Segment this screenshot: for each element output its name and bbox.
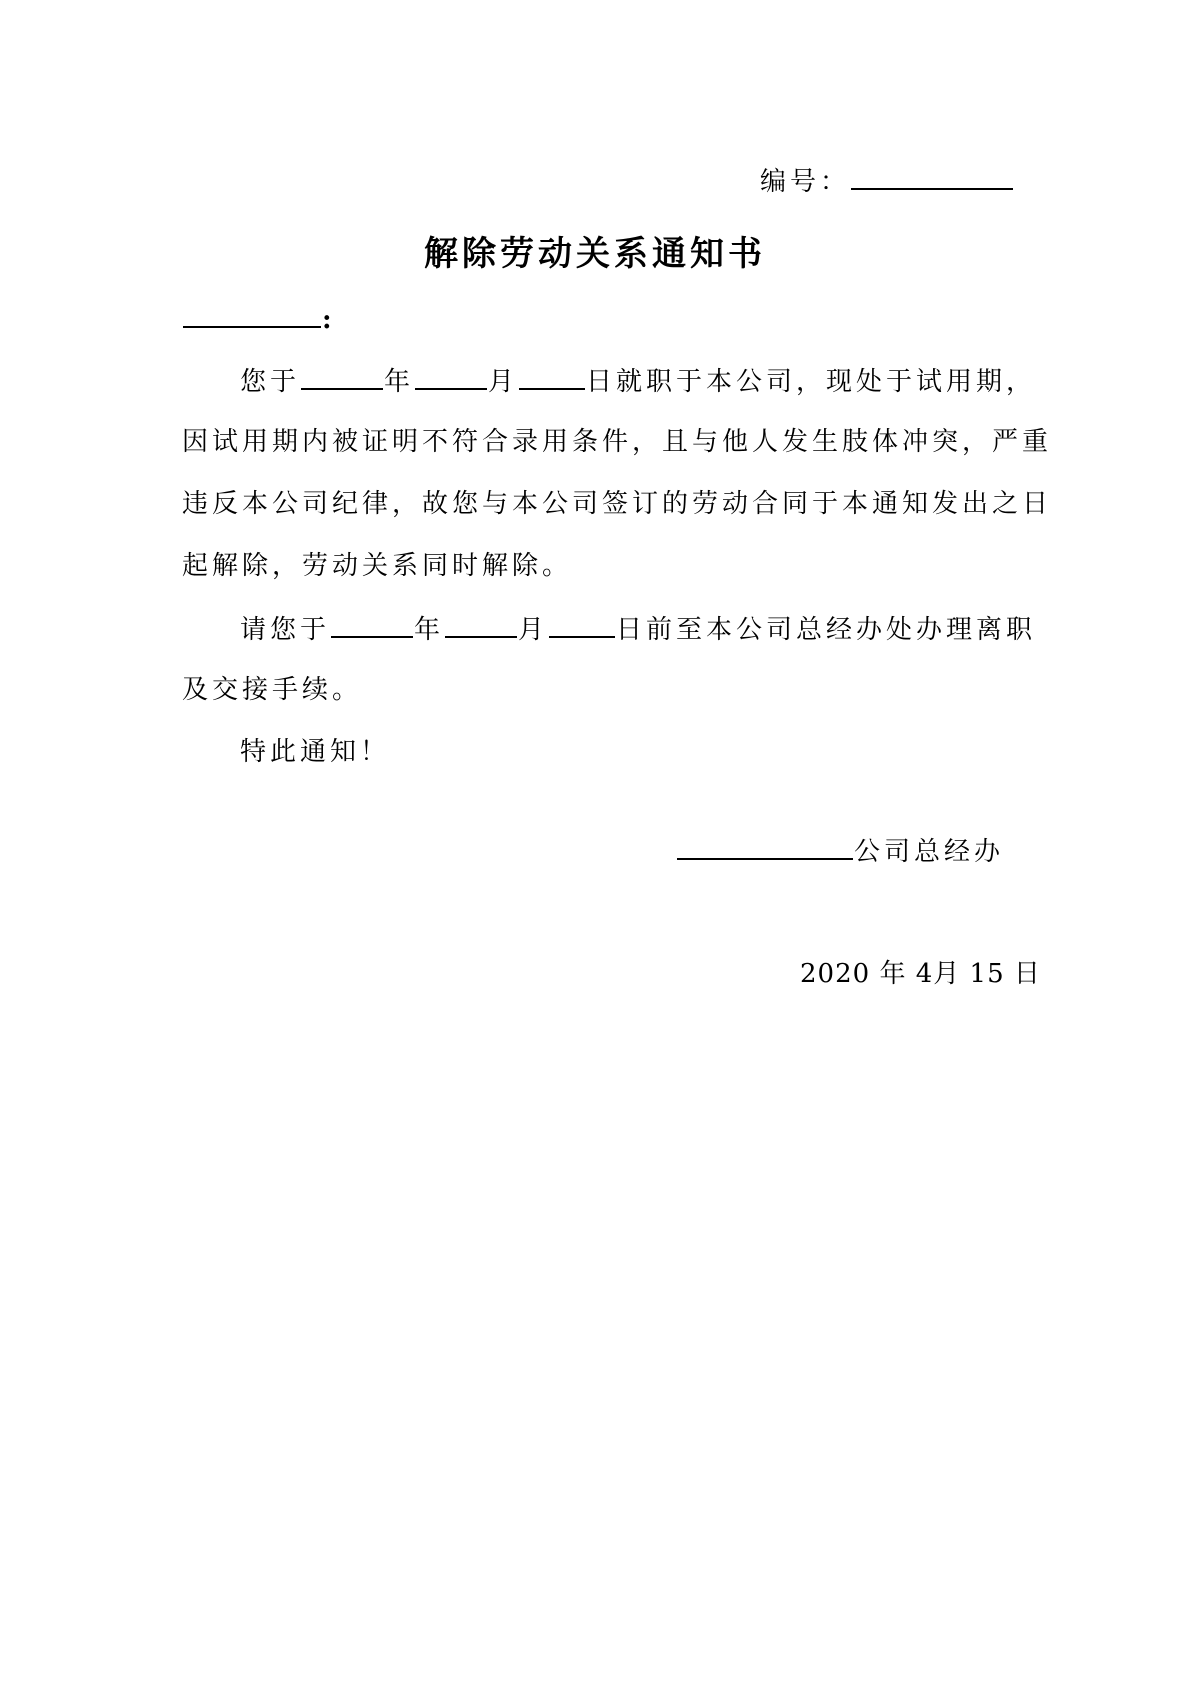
paragraph-1-line-2: 因试用期内被证明不符合录用条件，且与他人发生肢体冲突，严重 xyxy=(182,427,1053,457)
p2-month-blank[interactable] xyxy=(445,610,517,638)
p1-lead-text: 您于 xyxy=(240,367,301,397)
date-day-number: 15 xyxy=(969,959,1005,989)
p1-day-rest-text: 日就职于本公司，现处于试用期， xyxy=(586,367,1037,397)
date-year-char: 年 xyxy=(879,959,907,989)
date-year-number: 2020 xyxy=(800,959,871,989)
date-month-number: 4 xyxy=(915,959,934,989)
signature-blank[interactable] xyxy=(677,832,853,860)
p2-lead-text: 请您于 xyxy=(240,615,331,645)
signature-row xyxy=(676,832,1004,870)
p1-month-blank[interactable] xyxy=(415,362,487,390)
paragraph-1-line-3: 违反本公司纪律，故您与本公司签订的劳动合同于本通知发出之日 xyxy=(182,489,1053,519)
paragraph-1-line-1 xyxy=(240,362,1036,400)
p2-year-label: 年 xyxy=(414,615,445,645)
p2-day-rest-text: 日前至本公司总经办处办理离职 xyxy=(616,615,1037,645)
page-title: 解除劳动关系通知书 xyxy=(424,234,766,274)
paragraph-1-line-4: 起解除，劳动关系同时解除。 xyxy=(182,551,573,581)
p1-day-blank[interactable] xyxy=(519,362,585,390)
p2-day-blank[interactable] xyxy=(549,610,615,638)
closing-text: 特此通知！ xyxy=(240,737,391,767)
p1-year-blank[interactable] xyxy=(301,362,383,390)
document-number-label: 编号： xyxy=(760,167,851,197)
document-number-row xyxy=(760,162,1014,200)
date-day-char: 日 xyxy=(1013,959,1041,989)
paragraph-2-line-1 xyxy=(240,610,1036,648)
salutation-row xyxy=(182,300,336,338)
p2-month-label: 月 xyxy=(518,615,549,645)
p1-month-label: 月 xyxy=(488,367,519,397)
salutation-colon: : xyxy=(322,305,336,335)
document-number-blank[interactable] xyxy=(851,162,1013,190)
paragraph-2-line-2: 及交接手续。 xyxy=(182,675,363,705)
signature-label: 公司总经办 xyxy=(854,837,1005,867)
date-month-char: 月 xyxy=(933,959,961,989)
issue-date xyxy=(800,956,1041,992)
p1-year-label: 年 xyxy=(384,367,415,397)
recipient-name-blank[interactable] xyxy=(183,300,321,328)
p2-year-blank[interactable] xyxy=(331,610,413,638)
